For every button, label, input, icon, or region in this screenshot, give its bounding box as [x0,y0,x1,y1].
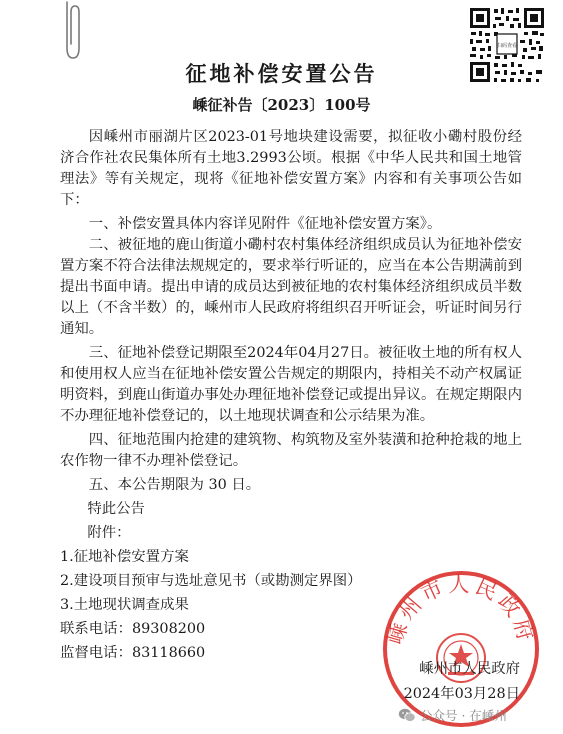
document-title: 征地补偿安置公告 [185,61,378,86]
attachment-item-2: 2.建设项目预审与选址意见书（或勘测定界图） [60,573,362,589]
watermark-text: 公众号 · 在嵊州 [420,708,507,723]
item-paragraph-5: 五、本公告期限为 30 日。 [88,477,261,493]
watermark [398,706,507,724]
wechat-icon [398,708,416,723]
item-paragraph-3: 三、征地补偿登记期限至2024年04月27日。被征收土地的所有权人和使用权人应当在征地补偿安置公告规定的期限内，持相关不动产权属证明资料，到鹿山街道办事处办理征地补偿登记或提出异议。在规定期限内不办理征地补偿登记的，以土地现状调查和公示结果为准。 [60,345,522,424]
signature-organization: 嵊州市人民政府 [419,661,520,677]
item-paragraph-2: 二、被征地的鹿山街道小磡村农村集体经济组织成员认为征地补偿安置方案不符合法律法规规定的，要求举行听证的，应当在本公告期满前到提出书面申请。提出申请的成员达到被征地的农村集体经济组织成员半数以上（不含半数）的，嵊州市人民政府将组织召开听证会，听证时间另行通知。 [60,237,522,337]
attachment-item-3: 3.土地现状调查成果 [60,597,189,613]
supervision-phone: 监督电话：83118660 [60,645,206,661]
attachments-label: 附件： [87,525,131,541]
item-paragraph-4: 四、征地范围内抢建的建筑物、构筑物及室外装潢和抢种抢栽的地上农作物一律不办理补偿登记。 [60,432,522,469]
paper-clip-icon [60,0,84,62]
seal-arc-text: 嵊州市人民政府 [383,572,539,647]
closing-line: 特此公告 [87,501,145,517]
qr-caption: 扫码查看 [496,43,518,49]
contact-phone: 联系电话：89308200 [60,621,206,637]
item-paragraph-1: 一、补偿安置具体内容详见附件《征地补偿安置方案》。 [88,216,442,232]
attachment-item-1: 1.征地补偿安置方案 [60,549,189,565]
document-number: 嵊征补告〔2023〕100号 [192,96,371,114]
signature-date: 2024年03月28日 [403,686,520,702]
svg-text:嵊州市人民政府 [383,572,538,647]
intro-paragraph: 因嵊州市丽湖片区2023-01号地块建设需要，拟征收小磡村股份经济合作社农民集体所有土地3.2993公顷。根据《中华人民共和国土地管理法》等有关规定，现将《征地补偿安置方案》内容和有关事项公告如下： [60,129,522,208]
